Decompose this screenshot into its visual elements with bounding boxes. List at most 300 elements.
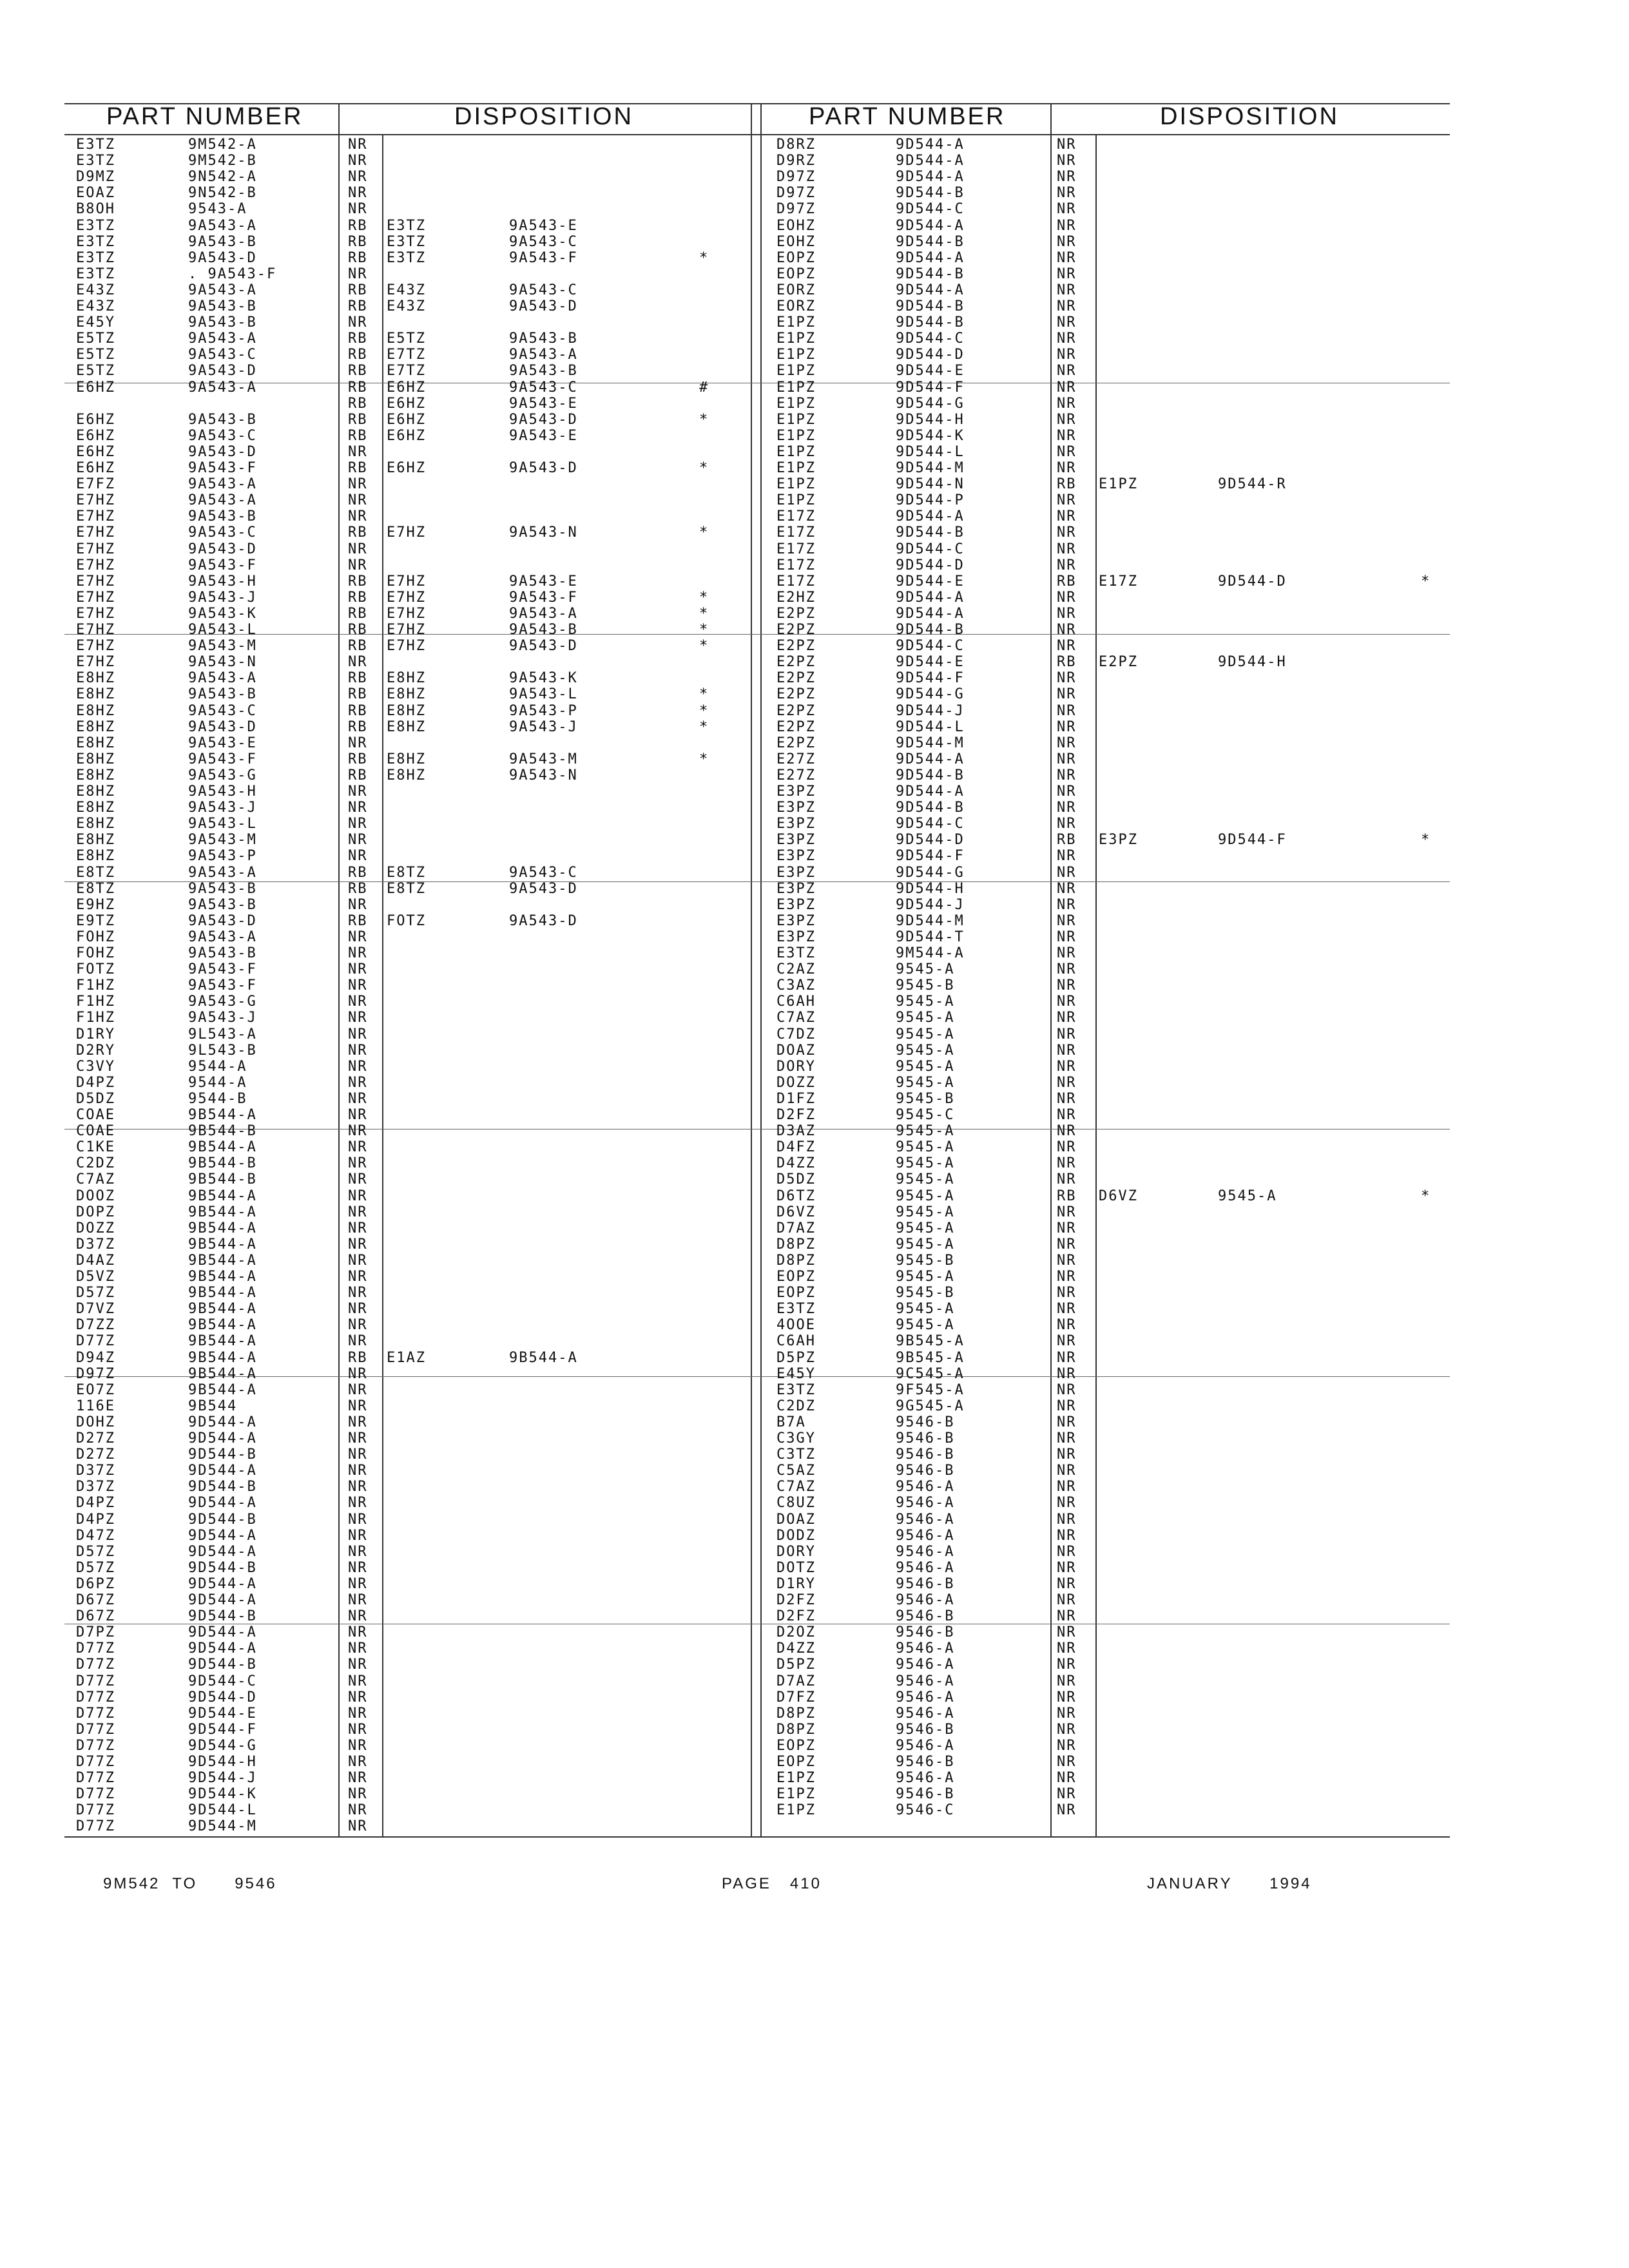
part-number: 9D544-A	[188, 1463, 257, 1479]
note-mark: *	[699, 686, 709, 703]
disposition-code: NR	[348, 1236, 368, 1253]
disposition-code: NR	[348, 800, 368, 816]
part-number: 9A543-B	[188, 945, 257, 961]
model-code: E3TZ	[76, 249, 115, 266]
part-number: 9M544-A	[896, 945, 965, 961]
disposition-code: NR	[1057, 508, 1077, 525]
disposition-code: NR	[1057, 1640, 1077, 1657]
disposition-code: NR	[348, 1479, 368, 1495]
disposition-code: NR	[348, 153, 368, 169]
disposition-code: NR	[1057, 314, 1077, 331]
part-number: 9N542-A	[188, 169, 257, 186]
part-number: 9A543-J	[188, 800, 257, 816]
part-number: 9B544-A	[188, 1349, 257, 1366]
table-row	[0, 865, 1629, 881]
table-row	[0, 783, 1629, 800]
disposition-code: RB	[1057, 654, 1077, 671]
disposition-code: NR	[1057, 912, 1077, 929]
replacement-model: D6VZ	[1099, 1187, 1138, 1204]
part-number: 9L543-A	[188, 1026, 257, 1043]
model-code: E45Y	[76, 314, 115, 331]
table-row	[0, 751, 1629, 767]
part-number: 9A543-B	[188, 880, 257, 897]
table-row	[0, 137, 1629, 153]
table-row	[0, 331, 1629, 347]
disposition-code: NR	[348, 654, 368, 671]
replacement-part: 9A543-N	[509, 524, 578, 541]
note-mark: *	[699, 524, 709, 541]
part-number: 9B544-A	[188, 1107, 257, 1123]
disposition-code: NR	[348, 928, 368, 945]
part-number: 9A543-B	[188, 896, 257, 913]
replacement-model: E6HZ	[387, 395, 426, 412]
model-code: E6HZ	[76, 460, 115, 476]
part-number: 9D544-C	[896, 816, 965, 832]
replacement-part: 9A543-E	[509, 573, 578, 590]
disposition-code: NR	[348, 977, 368, 994]
part-number: 9D544-K	[896, 427, 965, 444]
part-number: 9G545-A	[896, 1398, 965, 1414]
table-row	[0, 1253, 1629, 1269]
model-code: E1PZ	[776, 427, 816, 444]
part-number: 9B544	[188, 1398, 238, 1414]
part-number: 9D544-H	[188, 1754, 257, 1770]
part-number: 9D544-A	[188, 1527, 257, 1544]
model-code: E2PZ	[776, 702, 816, 719]
part-number: 9B544-A	[188, 1365, 257, 1382]
disposition-code: RB	[348, 460, 368, 476]
footer-page: PAGE 410	[722, 1875, 822, 1892]
model-code: C2AZ	[776, 961, 816, 978]
disposition-code: NR	[1057, 896, 1077, 913]
part-number: 9545-B	[896, 1285, 955, 1302]
table-row	[0, 266, 1629, 282]
disposition-code: RB	[348, 589, 368, 606]
part-number: 9B544-B	[188, 1123, 257, 1140]
part-number: 9546-A	[896, 1543, 955, 1560]
model-code: E1PZ	[776, 443, 816, 460]
disposition-code: NR	[1057, 1575, 1077, 1592]
part-number: 9A543-F	[188, 961, 257, 978]
disposition-code: NR	[348, 137, 368, 153]
model-code: D5PZ	[776, 1657, 816, 1673]
part-number: 9C545-A	[896, 1365, 965, 1382]
table-row	[0, 848, 1629, 864]
model-code: E8HZ	[76, 702, 115, 719]
model-code: D77Z	[76, 1640, 115, 1657]
header-bottom-rule	[64, 134, 1450, 135]
part-number: 9D544-B	[896, 767, 965, 783]
part-number: 9D544-D	[896, 832, 965, 849]
disposition-code: NR	[1057, 1123, 1077, 1140]
disposition-code: NR	[348, 1381, 368, 1398]
model-code: 4OOE	[776, 1317, 816, 1334]
disposition-code: RB	[348, 702, 368, 719]
disposition-code: NR	[348, 735, 368, 751]
part-number: 9A543-G	[188, 994, 257, 1010]
part-number: 9A543-L	[188, 816, 257, 832]
replacement-model: E8TZ	[387, 880, 426, 897]
model-code: E3PZ	[776, 912, 816, 929]
disposition-code: RB	[348, 233, 368, 250]
disposition-code: NR	[348, 1786, 368, 1803]
model-code: E7HZ	[76, 492, 115, 509]
disposition-code: RB	[348, 411, 368, 428]
part-number: . 9A543-F	[188, 265, 277, 282]
disposition-code: NR	[348, 896, 368, 913]
part-number: 9D544-C	[896, 201, 965, 218]
model-code: D8PZ	[776, 1705, 816, 1722]
disposition-code: NR	[1057, 1479, 1077, 1495]
replacement-part: 9545-A	[1218, 1187, 1277, 1204]
part-number: 9B544-A	[188, 1236, 257, 1253]
table-row	[0, 557, 1629, 573]
disposition-code: NR	[348, 1220, 368, 1236]
part-number: 9D544-B	[188, 1608, 257, 1625]
part-number: 9D544-F	[188, 1721, 257, 1738]
model-code: E3TZ	[76, 233, 115, 250]
model-code: E8HZ	[76, 800, 115, 816]
disposition-code: NR	[1057, 928, 1077, 945]
model-code: E9HZ	[76, 896, 115, 913]
part-number: 9A543-B	[188, 411, 257, 428]
part-number: 9A543-E	[188, 735, 257, 751]
part-number: 9B544-B	[188, 1171, 257, 1188]
disposition-code: NR	[348, 1543, 368, 1560]
disposition-code: NR	[1057, 1495, 1077, 1512]
disposition-code: NR	[348, 1511, 368, 1528]
replacement-part: 9A543-D	[509, 460, 578, 476]
part-number: 9D544-G	[188, 1737, 257, 1754]
replacement-part: 9A543-B	[509, 331, 578, 347]
table-row	[0, 1107, 1629, 1123]
model-code: E8HZ	[76, 718, 115, 735]
part-number: 9D544-A	[896, 605, 965, 622]
disposition-code: NR	[348, 1010, 368, 1026]
part-number: 9546-B	[896, 1608, 955, 1625]
model-code: DOAZ	[776, 1042, 816, 1059]
part-number: 9D544-A	[896, 169, 965, 186]
table-row	[0, 1414, 1629, 1430]
model-code: EO7Z	[76, 1381, 115, 1398]
disposition-code: NR	[1057, 1414, 1077, 1430]
disposition-code: NR	[1057, 1058, 1077, 1075]
part-number: 9D544-B	[896, 298, 965, 314]
disposition-code: NR	[348, 1155, 368, 1172]
disposition-code: RB	[348, 217, 368, 234]
table-row	[0, 1075, 1629, 1091]
part-number: 9D544-A	[188, 1495, 257, 1512]
part-number: 9N542-B	[188, 185, 257, 202]
note-mark: *	[699, 751, 709, 767]
replacement-part: 9A543-M	[509, 751, 578, 767]
model-code: E2PZ	[776, 686, 816, 703]
disposition-code: NR	[1057, 735, 1077, 751]
model-code: E7HZ	[76, 557, 115, 573]
part-number: 9545-A	[896, 1204, 955, 1220]
part-number: 9D544-A	[188, 1592, 257, 1608]
model-code: DODZ	[776, 1527, 816, 1544]
replacement-part: 9A543-A	[509, 605, 578, 622]
note-mark: *	[699, 622, 709, 638]
disposition-code: NR	[1057, 363, 1077, 380]
part-number: 9A543-F	[188, 751, 257, 767]
disposition-code: NR	[1057, 1721, 1077, 1738]
model-code: D97Z	[776, 201, 816, 218]
replacement-model: E6HZ	[387, 460, 426, 476]
table-row	[0, 1026, 1629, 1043]
part-number: 9A543-A	[188, 282, 257, 298]
disposition-code: NR	[348, 1737, 368, 1754]
disposition-code: RB	[348, 605, 368, 622]
left-disposition-header: DISPOSITION	[454, 103, 633, 130]
model-code: EOPZ	[776, 1754, 816, 1770]
table-row	[0, 832, 1629, 848]
model-code: C7AZ	[776, 1010, 816, 1026]
disposition-code: NR	[1057, 638, 1077, 655]
model-code: E17Z	[776, 557, 816, 573]
part-number: 9A543-A	[188, 864, 257, 881]
part-number: 9546-A	[896, 1495, 955, 1512]
disposition-code: NR	[1057, 298, 1077, 314]
model-code: E9TZ	[76, 912, 115, 929]
disposition-code: NR	[1057, 961, 1077, 978]
model-code: D2RY	[76, 1042, 115, 1059]
table-row	[0, 1722, 1629, 1738]
table-row	[0, 1430, 1629, 1446]
part-number: 9A543-D	[188, 249, 257, 266]
part-number: 9B544-A	[188, 1269, 257, 1285]
disposition-code: NR	[348, 1187, 368, 1204]
disposition-code: NR	[348, 1575, 368, 1592]
part-number: 9A543-P	[188, 848, 257, 865]
model-code: D27Z	[76, 1446, 115, 1463]
model-code: D77Z	[76, 1818, 115, 1835]
replacement-part: 9A543-C	[509, 379, 578, 396]
part-number: 9D544-B	[896, 265, 965, 282]
replacement-part: 9A543-D	[509, 638, 578, 655]
model-code: D2FZ	[776, 1592, 816, 1608]
table-bottom-rule	[64, 1836, 1450, 1838]
model-code: C6AH	[776, 994, 816, 1010]
disposition-code: NR	[1057, 411, 1077, 428]
disposition-code: NR	[1057, 169, 1077, 186]
replacement-model: E3TZ	[387, 249, 426, 266]
disposition-code: NR	[1057, 1608, 1077, 1625]
replacement-model: E7TZ	[387, 347, 426, 363]
replacement-model: E7HZ	[387, 638, 426, 655]
model-code: C5AZ	[776, 1463, 816, 1479]
model-code: D57Z	[76, 1543, 115, 1560]
model-code: E5TZ	[76, 363, 115, 380]
disposition-code: NR	[1057, 265, 1077, 282]
table-row	[0, 428, 1629, 444]
model-code: E3PZ	[776, 832, 816, 849]
disposition-code: NR	[1057, 282, 1077, 298]
replacement-part: 9A543-B	[509, 363, 578, 380]
table-row	[0, 234, 1629, 250]
model-code: E3TZ	[76, 217, 115, 234]
disposition-code: NR	[1057, 1559, 1077, 1576]
table-row	[0, 1188, 1629, 1204]
disposition-code: NR	[1057, 605, 1077, 622]
part-number: 9545-A	[896, 1139, 955, 1156]
model-code: D7AZ	[776, 1673, 816, 1689]
disposition-code: RB	[348, 379, 368, 396]
model-code: D3AZ	[776, 1123, 816, 1140]
model-code: EOPZ	[776, 1285, 816, 1302]
left-part-number-header: PART NUMBER	[106, 103, 304, 130]
note-mark: *	[1421, 832, 1431, 849]
disposition-code: RB	[348, 282, 368, 298]
model-code: D37Z	[76, 1236, 115, 1253]
part-number: 9A543-F	[188, 460, 257, 476]
model-code: D8PZ	[776, 1721, 816, 1738]
disposition-code: NR	[1057, 492, 1077, 509]
table-row	[0, 1576, 1629, 1592]
disposition-code: NR	[348, 185, 368, 202]
disposition-code: NR	[348, 508, 368, 525]
replacement-model: E1PZ	[1099, 476, 1138, 493]
disposition-code: NR	[1057, 1107, 1077, 1123]
part-number: 9D544-J	[188, 1770, 257, 1787]
model-code: D77Z	[76, 1673, 115, 1689]
part-number: 9B544-A	[188, 1317, 257, 1334]
disposition-code: NR	[348, 1285, 368, 1302]
model-code: FOHZ	[76, 945, 115, 961]
part-number: 9546-A	[896, 1511, 955, 1528]
part-number: 9546-A	[896, 1592, 955, 1608]
replacement-part: 9A543-F	[509, 589, 578, 606]
model-code: DOTZ	[776, 1559, 816, 1576]
model-code: E6HZ	[76, 427, 115, 444]
model-code: E1PZ	[776, 492, 816, 509]
part-number: 9D544-A	[188, 1414, 257, 1430]
model-code: E3TZ	[76, 265, 115, 282]
disposition-code: NR	[348, 1171, 368, 1188]
disposition-code: NR	[348, 1559, 368, 1576]
replacement-model: E2PZ	[1099, 654, 1138, 671]
model-code: D7VZ	[76, 1301, 115, 1318]
disposition-code: NR	[348, 1398, 368, 1414]
model-code: D4FZ	[776, 1139, 816, 1156]
part-number: 9D544-D	[896, 347, 965, 363]
table-row	[0, 1285, 1629, 1301]
part-number: 9A543-A	[188, 928, 257, 945]
model-code: D7PZ	[76, 1624, 115, 1641]
part-number: 9D544-G	[896, 395, 965, 412]
disposition-code: NR	[1057, 1511, 1077, 1528]
model-code: EOHZ	[776, 217, 816, 234]
part-number: 9A543-L	[188, 622, 257, 638]
disposition-code: NR	[348, 1074, 368, 1091]
model-code: D1FZ	[776, 1090, 816, 1107]
part-number: 9A543-F	[188, 977, 257, 994]
table-row	[0, 1269, 1629, 1285]
part-number: 9D544-F	[896, 670, 965, 687]
table-row	[0, 1528, 1629, 1544]
model-code: COAE	[76, 1107, 115, 1123]
disposition-code: NR	[1057, 217, 1077, 234]
model-code: C7DZ	[776, 1026, 816, 1043]
part-number: 9D544-H	[896, 880, 965, 897]
model-code: D77Z	[76, 1786, 115, 1803]
part-number: 9D544-E	[896, 573, 965, 590]
table-row	[0, 686, 1629, 702]
replacement-part: 9A543-F	[509, 249, 578, 266]
disposition-code: NR	[1057, 1754, 1077, 1770]
table-row	[0, 1043, 1629, 1059]
part-number: 9A543-A	[188, 331, 257, 347]
part-number: 9F545-A	[896, 1381, 965, 1398]
table-row	[0, 1317, 1629, 1333]
table-row	[0, 1544, 1629, 1560]
disposition-code: NR	[1057, 848, 1077, 865]
model-code: F1HZ	[76, 1010, 115, 1026]
part-number: 9546-A	[896, 1640, 955, 1657]
part-number: 9D544-T	[896, 928, 965, 945]
model-code: E3PZ	[776, 896, 816, 913]
model-code: DOAZ	[776, 1511, 816, 1528]
model-code: D77Z	[76, 1657, 115, 1673]
table-row	[0, 913, 1629, 929]
disposition-code: NR	[1057, 137, 1077, 153]
part-number: 9A543-B	[188, 314, 257, 331]
part-number: 9543-A	[188, 201, 247, 218]
disposition-code: RB	[1057, 1187, 1077, 1204]
disposition-code: NR	[348, 1107, 368, 1123]
table-row	[0, 476, 1629, 492]
part-number: 9546-B	[896, 1786, 955, 1803]
model-code: E1PZ	[776, 395, 816, 412]
model-code: E8HZ	[76, 783, 115, 800]
part-number: 9D544-E	[188, 1705, 257, 1722]
replacement-model: E7HZ	[387, 622, 426, 638]
model-code: D97Z	[76, 1365, 115, 1382]
part-number: 9D544-B	[896, 233, 965, 250]
disposition-code: NR	[348, 1802, 368, 1819]
table-row	[0, 1010, 1629, 1026]
part-number: 9546-B	[896, 1754, 955, 1770]
model-code: E7HZ	[76, 638, 115, 655]
disposition-code: RB	[348, 363, 368, 380]
disposition-code: RB	[348, 395, 368, 412]
disposition-code: NR	[1057, 1090, 1077, 1107]
disposition-code: NR	[1057, 622, 1077, 638]
model-code: D1RY	[76, 1026, 115, 1043]
model-code: E5TZ	[76, 331, 115, 347]
table-row	[0, 185, 1629, 201]
replacement-model: E7HZ	[387, 573, 426, 590]
disposition-code: RB	[348, 347, 368, 363]
model-code: D5DZ	[776, 1171, 816, 1188]
model-code: E3PZ	[776, 880, 816, 897]
table-row	[0, 735, 1629, 751]
model-code: D67Z	[76, 1592, 115, 1608]
part-number: 9D544-J	[896, 702, 965, 719]
model-code: D4PZ	[76, 1511, 115, 1528]
model-code: E1PZ	[776, 1802, 816, 1819]
part-number: 9A543-N	[188, 654, 257, 671]
model-code: DORY	[776, 1543, 816, 1560]
table-row	[0, 396, 1629, 412]
table-row	[0, 1059, 1629, 1075]
part-number: 9544-A	[188, 1058, 247, 1075]
table-row	[0, 1301, 1629, 1317]
part-number: 9D544-A	[896, 508, 965, 525]
table-row	[0, 218, 1629, 234]
disposition-code: RB	[348, 524, 368, 541]
